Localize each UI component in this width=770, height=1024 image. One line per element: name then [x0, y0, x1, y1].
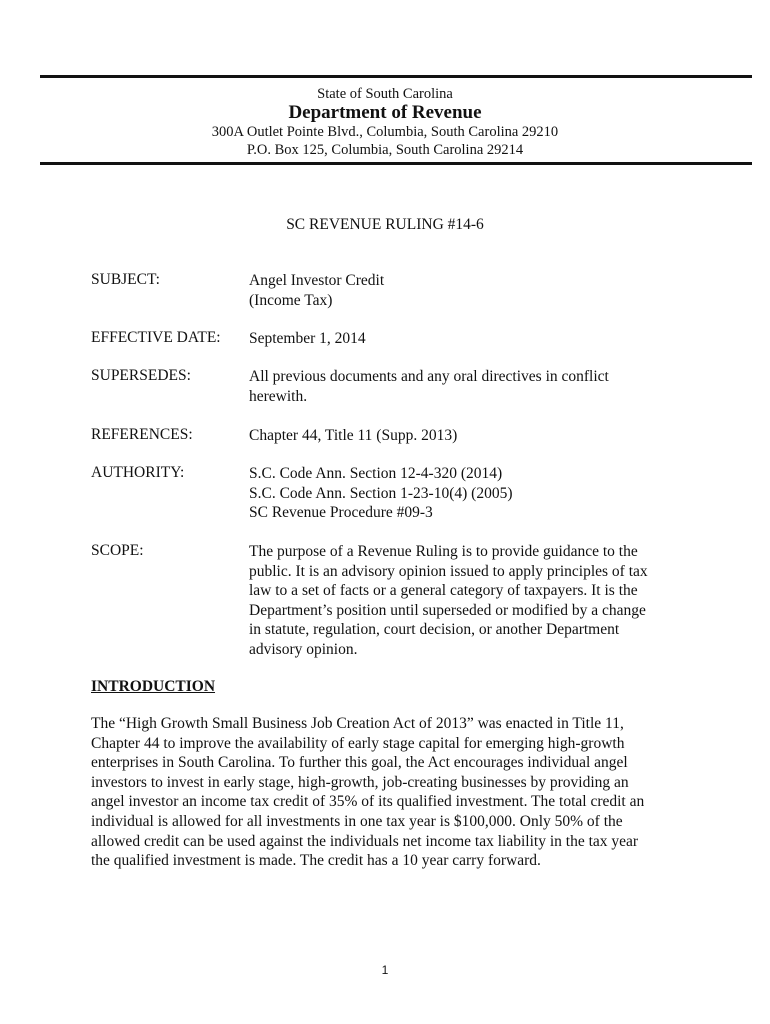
introduction-line: enterprises in South Carolina. To further this goal, the Act encourages individual angel: [91, 754, 628, 772]
authority-line: S.C. Code Ann. Section 12-4-320 (2014): [249, 465, 503, 482]
scope-line: The purpose of a Revenue Ruling is to provide guidance to the: [249, 543, 638, 560]
scope-line: Department’s position until superseded or modified by a change: [249, 601, 646, 619]
authority-value: [249, 464, 679, 523]
references-line: Chapter 44, Title 11 (Supp. 2013): [249, 427, 458, 444]
supersedes-value: [249, 367, 679, 406]
effective-date-line: September 1, 2014: [249, 330, 366, 347]
introduction-line: investors to invest in early stage, high-growth, job-creating businesses by providing an: [91, 773, 629, 791]
page-number: 1: [381, 963, 389, 977]
authority-line: S.C. Code Ann. Section 1-23-10(4) (2005): [249, 484, 513, 502]
references-label: REFERENCES:: [91, 426, 193, 443]
authority-label: AUTHORITY:: [91, 464, 185, 481]
introduction-paragraph: [91, 714, 681, 871]
supersedes-label: SUPERSEDES:: [91, 367, 191, 384]
subject-line: (Income Tax): [249, 291, 333, 309]
scope-label: SCOPE:: [91, 542, 144, 559]
authority-line: SC Revenue Procedure #09-3: [249, 504, 433, 521]
introduction-line: Chapter 44 to improve the availability of early stage capital for emerging high-growth: [91, 734, 625, 752]
subject-label: SUBJECT:: [91, 271, 160, 288]
scope-value: [249, 542, 679, 659]
introduction-line: individual is allowed for all investments in one tax year is $100,000. Only 50% of the: [91, 812, 623, 830]
effective-date-value: [249, 329, 679, 349]
introduction-heading: INTRODUCTION: [91, 678, 216, 695]
subject-value: [249, 271, 679, 310]
scope-line: in statute, regulation, court decision, or another Department: [249, 621, 620, 638]
scope-line: public. It is an advisory opinion issued to apply principles of tax: [249, 562, 648, 580]
supersedes-line: herewith.: [249, 387, 308, 405]
header-bottom-rule: [40, 162, 752, 165]
header-top-rule: [40, 75, 752, 78]
header-address-line-2: P.O. Box 125, Columbia, South Carolina 29214: [246, 142, 524, 158]
ruling-title: SC REVENUE RULING #14-6: [286, 216, 484, 233]
effective-date-label: EFFECTIVE DATE:: [91, 329, 221, 346]
introduction-line: The “High Growth Small Business Job Creation Act of 2013” was enacted in Title 11,: [91, 715, 624, 732]
header-department: Department of Revenue: [288, 102, 482, 123]
scope-line: advisory opinion.: [249, 640, 358, 658]
header-state: State of South Carolina: [317, 86, 453, 102]
subject-line: Angel Investor Credit: [249, 272, 385, 289]
header-address-line-1: 300A Outlet Pointe Blvd., Columbia, South Carolina 29210: [211, 124, 559, 140]
scope-line: law to a set of facts or a general category of taxpayers. It is the: [249, 582, 638, 599]
introduction-line: the qualified investment is made. The credit has a 10 year carry forward.: [91, 852, 541, 870]
introduction-line: angel investor an income tax credit of 35% of its qualified investment. The total credit an: [91, 793, 645, 811]
introduction-line: allowed credit can be used against the individuals net income tax liability in the tax year: [91, 832, 639, 850]
supersedes-line: All previous documents and any oral directives in conflict: [249, 368, 609, 385]
references-value: [249, 426, 679, 446]
